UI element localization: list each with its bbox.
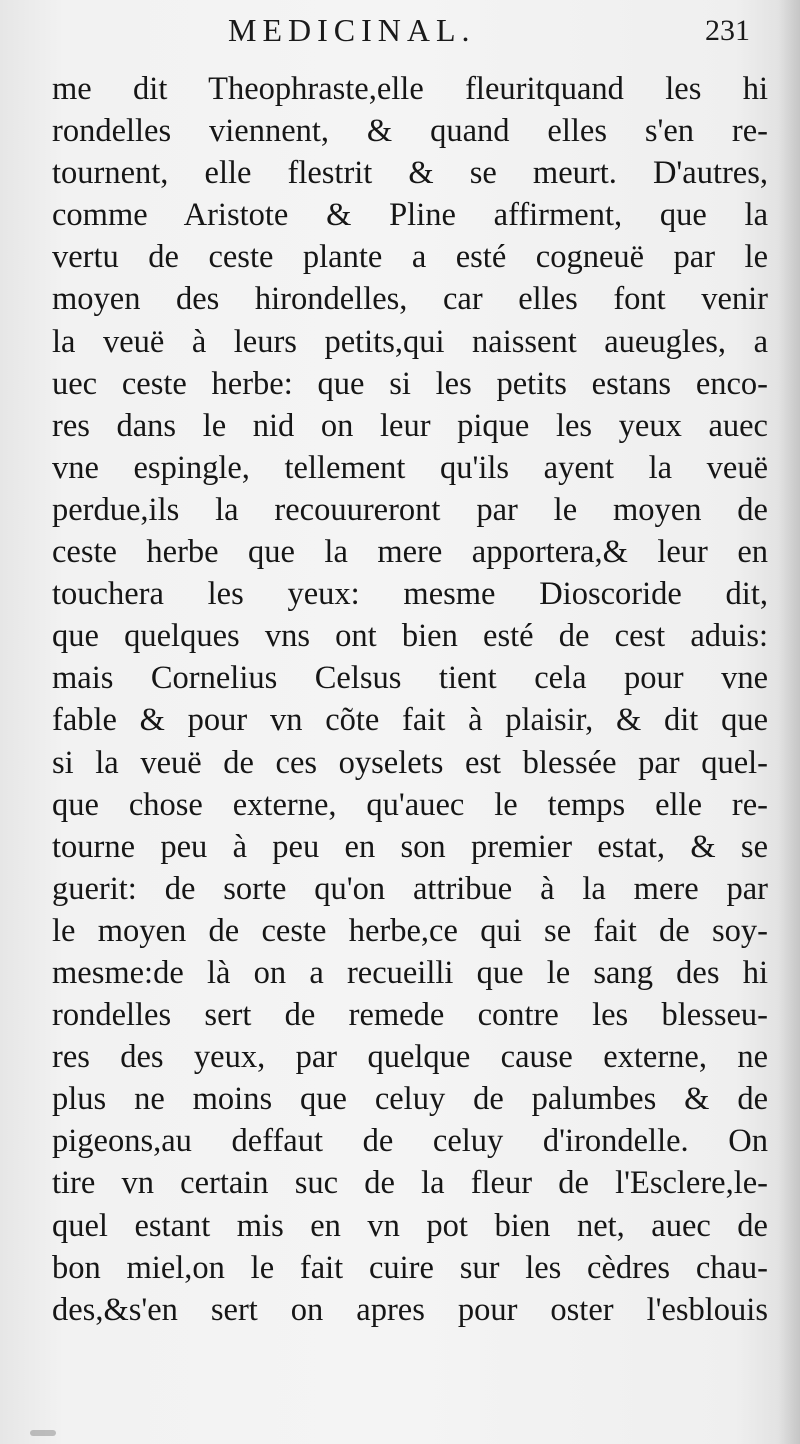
- text-line: des,&s'en sert on apres pour oster l'esblouis: [52, 1291, 768, 1328]
- text-line: touchera les yeux: mesme Dioscoride dit,: [52, 576, 768, 613]
- text-line: res dans le nid on leur pique les yeux auec: [52, 407, 768, 444]
- text-line: tire vn certain suc de la fleur de l'Esclere,le-: [52, 1165, 768, 1202]
- text-line: ceste herbe que la mere apportera,& leur en: [52, 534, 768, 571]
- text-line: si la veuë de ces oyselets est blessée par quel-: [52, 744, 768, 781]
- text-line: que chose externe, qu'auec le temps elle re-: [52, 786, 768, 823]
- page-edge-shadow: [778, 0, 800, 1444]
- text-line: bon miel,on le fait cuire sur les cèdres chau-: [52, 1249, 768, 1286]
- text-line: res des yeux, par quelque cause externe, ne: [52, 1039, 768, 1076]
- text-line: vertu de ceste plante a esté cogneuë par le: [52, 239, 768, 276]
- text-line: fable & pour vn cõte fait à plaisir, & dit que: [52, 702, 768, 739]
- text-line: mesme:de là on a recueilli que le sang des hi: [52, 954, 768, 991]
- text-line: moyen des hirondelles, car elles font venir: [52, 281, 768, 318]
- running-head: [50, 12, 750, 52]
- text-line: rondelles viennent, & quand elles s'en re-: [52, 113, 768, 150]
- page-number: 231: [705, 14, 750, 47]
- text-line: rondelles sert de remede contre les blesseu-: [52, 997, 768, 1034]
- text-line: me dit Theophraste,elle fleuritquand les hi: [52, 71, 768, 107]
- text-line: plus ne moins que celuy de palumbes & de: [52, 1081, 768, 1118]
- text-line: vne espingle, tellement qu'ils ayent la veuë: [52, 449, 768, 486]
- text-line: comme Aristote & Pline affirment, que la: [52, 197, 768, 234]
- body-text: [52, 68, 768, 1331]
- text-line: le moyen de ceste herbe,ce qui se fait de soy-: [52, 912, 768, 949]
- text-line: la veuë à leurs petits,qui naissent aueugles, a: [52, 323, 768, 360]
- text-line: que quelques vns ont bien esté de cest aduis:: [52, 618, 768, 655]
- text-line: quel estant mis en vn pot bien net, auec de: [52, 1207, 768, 1244]
- text-line: guerit: de sorte qu'on attribue à la mere par: [52, 870, 768, 907]
- text-line: perdue,ils la recouureront par le moyen de: [52, 491, 768, 528]
- running-head-title: MEDICINAL.: [228, 12, 476, 48]
- text-line: pigeons,au deffaut de celuy d'irondelle. On: [52, 1123, 768, 1160]
- text-line: uec ceste herbe: que si les petits estans enco-: [52, 365, 768, 402]
- text-line: tournent, elle flestrit & se meurt. D'autres,: [52, 155, 768, 192]
- text-line: tourne peu à peu en son premier estat, & se: [52, 828, 768, 865]
- text-line: mais Cornelius Celsus tient cela pour vne: [52, 660, 768, 697]
- ink-smudge: [30, 1430, 56, 1436]
